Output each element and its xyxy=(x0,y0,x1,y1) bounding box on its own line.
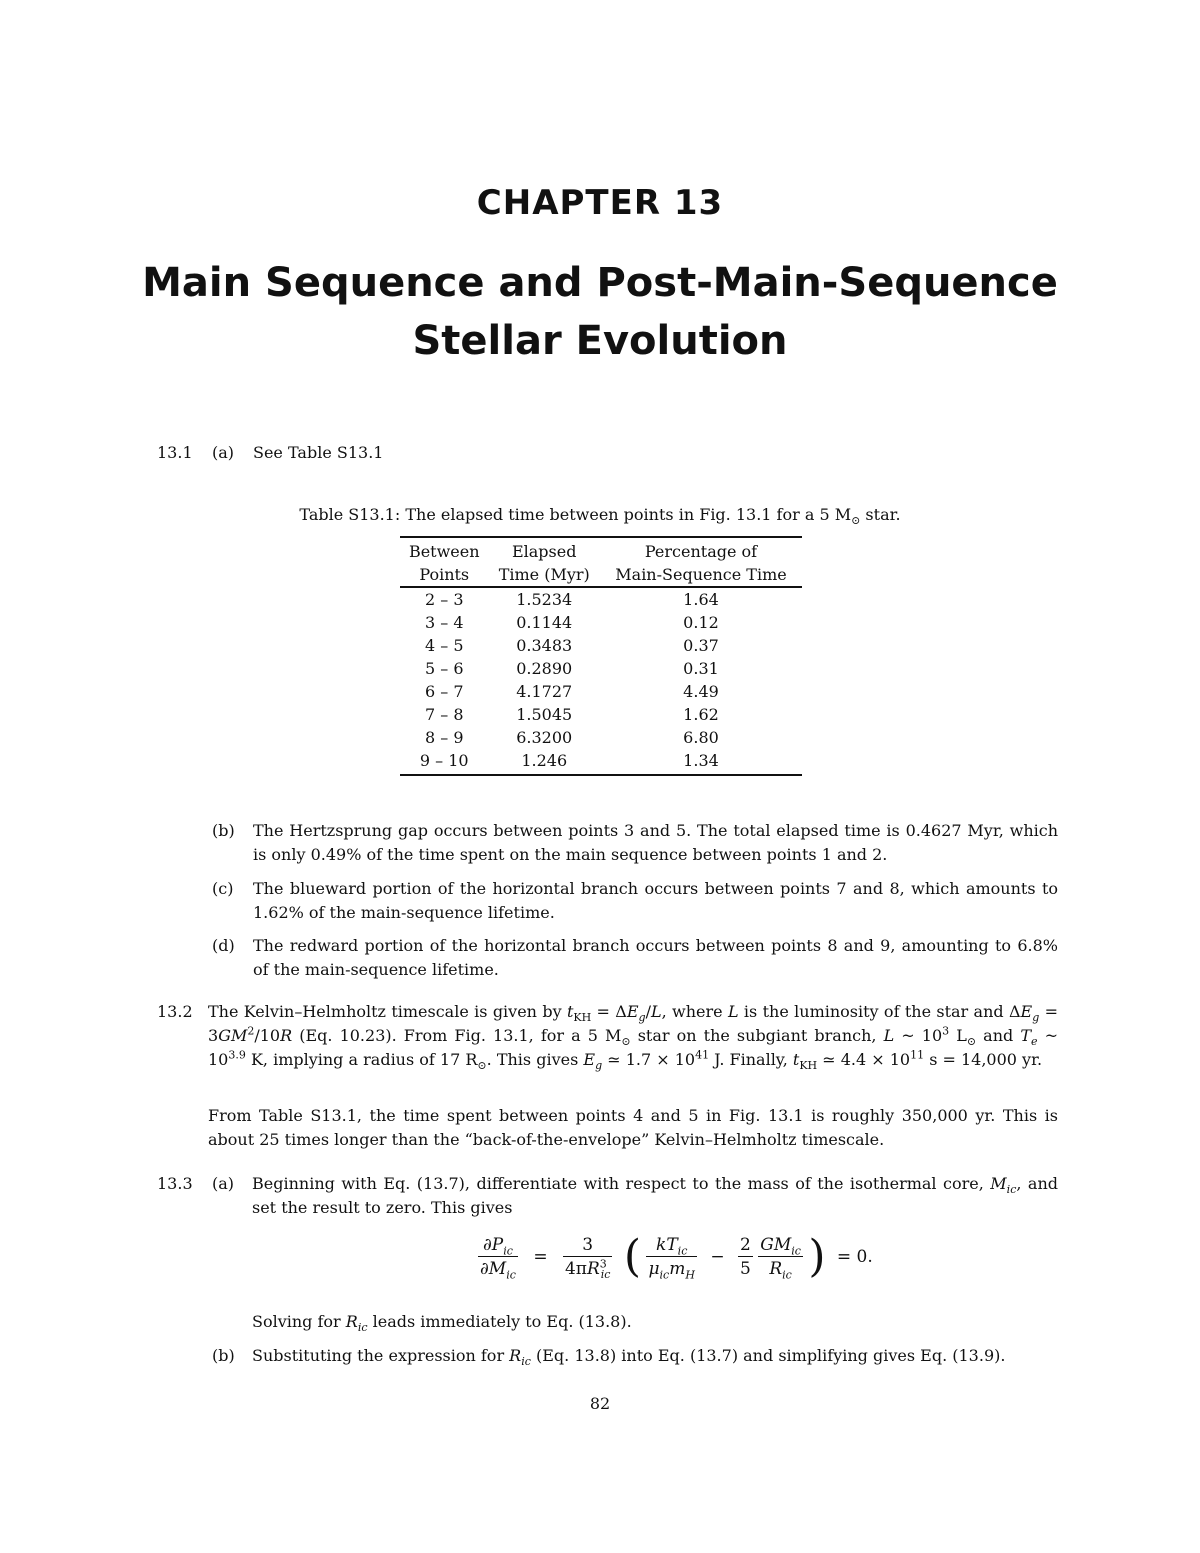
cell-percent: 0.12 xyxy=(683,613,719,632)
part-label-b: (b) xyxy=(212,821,235,840)
header-points: Points xyxy=(400,563,488,587)
solving-for-radius-text: Solving for $R_{ic}$ leads immediately to Eq. (13.8). xyxy=(252,1312,632,1335)
part-label-a: (a) xyxy=(212,443,235,462)
elapsed-time-table xyxy=(400,536,802,776)
cell-percent: 0.31 xyxy=(683,659,719,678)
cell-points: 2 – 3 xyxy=(424,590,464,609)
cell-time: 0.3483 xyxy=(516,636,573,655)
part-label-a: (a) xyxy=(212,1174,235,1193)
chapter-title xyxy=(0,254,1200,370)
chapter-label: CHAPTER 13 xyxy=(476,183,724,223)
cell-percent: 1.34 xyxy=(600,749,802,775)
eq-gravity-fraction: $\frac{GM_{ic}}{R_{ic}}$ xyxy=(760,1234,801,1281)
table-row xyxy=(400,611,802,634)
table-row xyxy=(400,657,802,680)
table-header-row xyxy=(400,537,802,563)
kelvin-helmholtz-paragraph: The Kelvin–Helmholtz timescale is given by $t_{KH} = \Delta E_g/L$, where L is the luminosity of the star and $\Delta E_g = 3GM^2/10R$ (Eq. 10.23). From Fig. 13.1, for a 5 $M_⊙$ star on the subgiant branch, L ~ $10^3$ $L_⊙$ and $T_e$ ~ $10^{3.9}$ K, implying a radius of 17 $R_⊙$. This gives $E_g$ ≃ $1.7 \times 10^{41}$ J. Finally, $t_{KH}$ ≃ $4.4 \times 10^{11}$ s = 14,000 yr. xyxy=(208,1002,1059,1073)
part-a-text: See Table S13.1 xyxy=(253,443,384,462)
header-percentage: Percentage of xyxy=(600,537,802,563)
table-comparison-paragraph: From Table S13.1, the time spent between points 4 and 5 in Fig. 13.1 is roughly 350,000 yr. This is about 25 times longer than the “back-of-the-envelope” Kelvin–Helmholtz timescale. xyxy=(208,1106,1058,1149)
cell-time: 1.246 xyxy=(488,749,600,775)
table-row xyxy=(400,703,802,726)
cell-points: 4 – 5 xyxy=(424,636,464,655)
eq-coefficient-fraction: $\frac{3}{4\pi R^3_{ic}}$ xyxy=(564,1234,611,1281)
header-elapsed: Elapsed xyxy=(488,537,600,563)
cell-time: 0.1144 xyxy=(516,613,573,632)
cell-time: 4.1727 xyxy=(516,682,573,701)
header-between: Between xyxy=(400,537,488,563)
part-c-text: The blueward portion of the horizontal branch occurs between points 7 and 8, which amounts to 1.62% of the main-sequence lifetime. xyxy=(253,879,1058,922)
cell-points: 9 – 10 xyxy=(400,749,488,775)
table-row xyxy=(400,634,802,657)
eq-two-fifths: $\frac{2}{5}$ xyxy=(739,1234,751,1279)
page-number: 82 xyxy=(589,1394,611,1413)
part-d-text: The redward portion of the horizontal branch occurs between points 8 and 9, amounting to 6.8% of the main-sequence lifetime. xyxy=(253,936,1058,979)
part-label-b: (b) xyxy=(212,1346,235,1365)
chapter-title-line-1: Main Sequence and Post-Main-Sequence xyxy=(142,260,1058,306)
cell-points: 3 – 4 xyxy=(424,613,464,632)
cell-points: 7 – 8 xyxy=(424,705,464,724)
table-caption: Table S13.1: The elapsed time between points in Fig. 13.1 for a 5 $M_⊙$ star. xyxy=(299,505,901,528)
eq-thermal-fraction: $\frac{kT_{ic}}{\mu_{ic}m_H}$ xyxy=(648,1234,695,1281)
part-b-text: The Hertzsprung gap occurs between points 3 and 5. The total elapsed time is 0.4627 Myr, which is only 0.49% of the time spent on the main sequence between points 1 and 2. xyxy=(253,821,1058,864)
cell-time: 1.5234 xyxy=(516,590,573,609)
table-row xyxy=(400,726,802,749)
part-label-c: (c) xyxy=(212,879,234,898)
table-row xyxy=(400,680,802,703)
header-main-sequence-time: Main-Sequence Time xyxy=(600,563,802,587)
cell-time: 1.5045 xyxy=(516,705,573,724)
problem-number-13-3: 13.3 xyxy=(157,1174,193,1193)
cell-points: 6 – 7 xyxy=(424,682,464,701)
part-b-text: Substituting the expression for $R_{ic}$ (Eq. 13.8) into Eq. (13.7) and simplifying gives Eq. (13.9). xyxy=(252,1346,1006,1369)
cell-percent: 4.49 xyxy=(683,682,719,701)
problem-number-13-2: 13.2 xyxy=(157,1002,193,1021)
table-row xyxy=(400,749,802,775)
problem-number-13-1: 13.1 xyxy=(157,443,193,462)
table-row xyxy=(400,587,802,611)
header-time-myr: Time (Myr) xyxy=(488,563,600,587)
cell-percent: 0.37 xyxy=(683,636,719,655)
eq-lhs-fraction: $\frac{\partial P_{ic}}{\partial M_{ic}}$ xyxy=(480,1234,516,1281)
table-header-row xyxy=(400,563,802,587)
cell-percent: 6.80 xyxy=(683,728,719,747)
cell-points: 8 – 9 xyxy=(424,728,464,747)
cell-time: 0.2890 xyxy=(516,659,573,678)
chapter-title-line-2: Stellar Evolution xyxy=(412,318,788,364)
cell-percent: 1.64 xyxy=(683,590,719,609)
part-a-text: Beginning with Eq. (13.7), differentiate with respect to the mass of the isothermal core, $M_{ic}$, and set the result to zero. This gives xyxy=(252,1174,1058,1217)
cell-time: 6.3200 xyxy=(516,728,573,747)
cell-points: 5 – 6 xyxy=(424,659,464,678)
pressure-derivative-equation: $\frac{\partial P_{ic}}{\partial M_{ic}}$ = $\frac{3}{4\pi R^3_{ic}}$ ( $\frac{kT_{ic}}{\mu_{ic}m_H}$ − $\frac{2}{5}$ $\frac{GM_{ic}}{R_{ic}}$ ) = 0. xyxy=(480,1231,873,1282)
part-label-d: (d) xyxy=(212,936,235,955)
cell-percent: 1.62 xyxy=(683,705,719,724)
